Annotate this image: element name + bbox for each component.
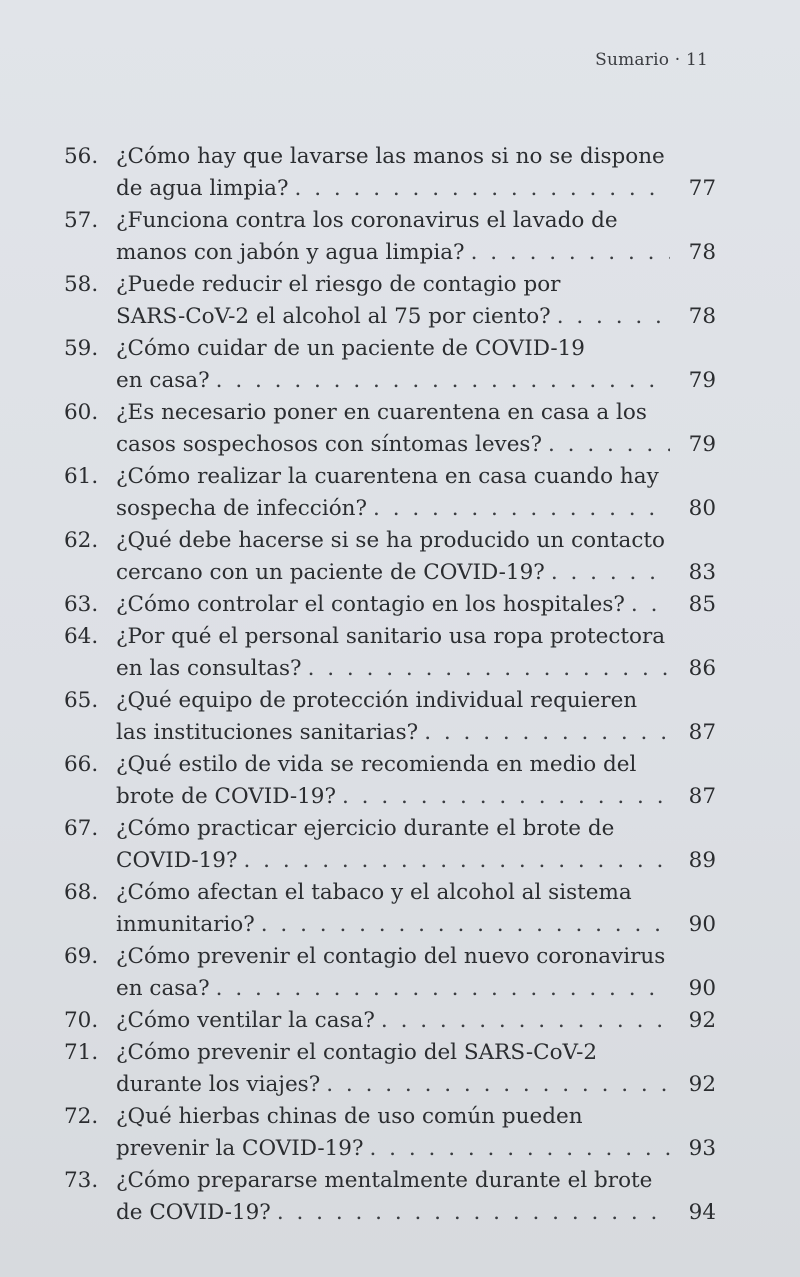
entry-page-number: 89 [688,848,716,873]
entry-number: 69. [64,944,99,969]
table-of-contents [64,141,716,1229]
entry-title-line-2: manos con jabón y agua limpia? [116,240,465,265]
leader-dots [370,1133,670,1165]
entry-title-line-1: ¿Cómo afectan el tabaco y el alcohol al sistema [116,880,632,905]
entry-title-line-1: ¿Funciona contra los coronavirus el lavado de [116,208,618,233]
entry-number: 56. [64,144,99,169]
entry-title-line-1: ¿Puede reducir el riesgo de contagio por [116,272,561,297]
entry-number: 59. [64,336,99,361]
entry-page-number: 87 [688,720,716,745]
entry-title-line-2: brote de COVID-19? [116,784,337,809]
leader-dots [326,1069,670,1101]
entry-title: ¿Cómo ventilar la casa? [116,1008,375,1033]
entry-title-line-2: de COVID-19? [116,1200,271,1225]
leader-dots [244,845,670,877]
entry-page-number: 92 [688,1008,716,1033]
entry-page-number: 92 [688,1072,716,1097]
entry-title-line-2: inmunitario? [116,912,255,937]
toc-entry [64,1037,716,1101]
entry-number: 58. [64,272,99,297]
leader-dots [557,301,670,333]
toc-entry [64,461,716,525]
toc-entry [64,525,716,589]
toc-entry [64,1101,716,1165]
toc-entry [64,269,716,333]
entry-title-line-1: ¿Qué equipo de protección individual requieren [116,688,638,713]
leader-dots [216,973,670,1005]
toc-entry [64,749,716,813]
leader-dots [216,365,670,397]
entry-page-number: 93 [688,1136,716,1161]
entry-title-line-2: en casa? [116,976,210,1001]
toc-entry [64,141,716,205]
entry-number: 68. [64,880,99,905]
entry-page-number: 90 [688,912,716,937]
toc-entry [64,1165,716,1229]
leader-dots [548,429,670,461]
entry-number: 63. [64,592,99,617]
entry-page-number: 79 [688,368,716,393]
entry-title-line-2: COVID-19? [116,848,238,873]
entry-title-line-2: durante los viajes? [116,1072,321,1097]
entry-title-line-1: ¿Qué debe hacerse si se ha producido un contacto [116,528,665,553]
leader-dots [295,173,670,205]
entry-number: 61. [64,464,99,489]
toc-entry [64,621,716,685]
entry-number: 73. [64,1168,99,1193]
toc-entry [64,1005,716,1037]
leader-dots [551,557,670,589]
leader-dots [424,717,670,749]
entry-title-line-2: prevenir la COVID-19? [116,1136,364,1161]
leader-dots [308,653,670,685]
entry-page-number: 94 [688,1200,716,1225]
entry-page-number: 83 [688,560,716,585]
toc-entry [64,589,716,621]
entry-number: 64. [64,624,99,649]
running-header: Sumario · 11 [595,50,708,70]
entry-title-line-1: ¿Qué estilo de vida se recomienda en medio del [116,752,637,777]
entry-page-number: 78 [688,240,716,265]
entry-page-number: 87 [688,784,716,809]
leader-dots [631,589,670,621]
entry-number: 70. [64,1008,99,1033]
entry-page-number: 90 [688,976,716,1001]
leader-dots [342,781,670,813]
entry-page-number: 86 [688,656,716,681]
leader-dots [381,1005,670,1037]
entry-number: 57. [64,208,99,233]
entry-page-number: 85 [688,592,716,617]
entry-title-line-1: ¿Cómo prevenir el contagio del SARS-CoV-2 [116,1040,598,1065]
entry-page-number: 79 [688,432,716,457]
entry-title-line-1: ¿Cómo hay que lavarse las manos si no se dispone [116,144,665,169]
entry-page-number: 80 [688,496,716,521]
toc-entry [64,877,716,941]
entry-title-line-2: sospecha de infección? [116,496,368,521]
entry-title-line-2: SARS-CoV-2 el alcohol al 75 por ciento? [116,304,551,329]
entry-number: 72. [64,1104,99,1129]
entry-title-line-1: ¿Cómo practicar ejercicio durante el brote de [116,816,615,841]
leader-dots [471,237,670,269]
leader-dots [277,1197,670,1229]
entry-number: 66. [64,752,99,777]
entry-number: 67. [64,816,99,841]
entry-title-line-1: ¿Cómo prepararse mentalmente durante el brote [116,1168,653,1193]
entry-title-line-2: casos sospechosos con síntomas leves? [116,432,542,457]
entry-title-line-1: ¿Cómo cuidar de un paciente de COVID-19 [116,336,585,361]
toc-entry [64,813,716,877]
toc-entry [64,397,716,461]
entry-page-number: 77 [688,176,716,201]
entry-title-line-2: en las consultas? [116,656,302,681]
entry-title-line-1: ¿Es necesario poner en cuarentena en casa a los [116,400,647,425]
entry-title-line-1: ¿Cómo prevenir el contagio del nuevo coronavirus [116,944,666,969]
entry-title-line-1: ¿Cómo realizar la cuarentena en casa cuando hay [116,464,659,489]
entry-number: 65. [64,688,99,713]
entry-number: 71. [64,1040,99,1065]
entry-number: 62. [64,528,99,553]
leader-dots [261,909,670,941]
entry-title-line-2: en casa? [116,368,210,393]
entry-title-line-1: ¿Por qué el personal sanitario usa ropa protectora [116,624,666,649]
entry-title-line-2: las instituciones sanitarias? [116,720,419,745]
toc-entry [64,333,716,397]
toc-entry [64,205,716,269]
toc-entry [64,941,716,1005]
entry-title: ¿Cómo controlar el contagio en los hospitales? [116,592,625,617]
entry-title-line-2: cercano con un paciente de COVID-19? [116,560,545,585]
entry-page-number: 78 [688,304,716,329]
toc-entry [64,685,716,749]
entry-title-line-1: ¿Qué hierbas chinas de uso común pueden [116,1104,583,1129]
entry-title-line-2: de agua limpia? [116,176,289,201]
leader-dots [373,493,670,525]
entry-number: 60. [64,400,99,425]
